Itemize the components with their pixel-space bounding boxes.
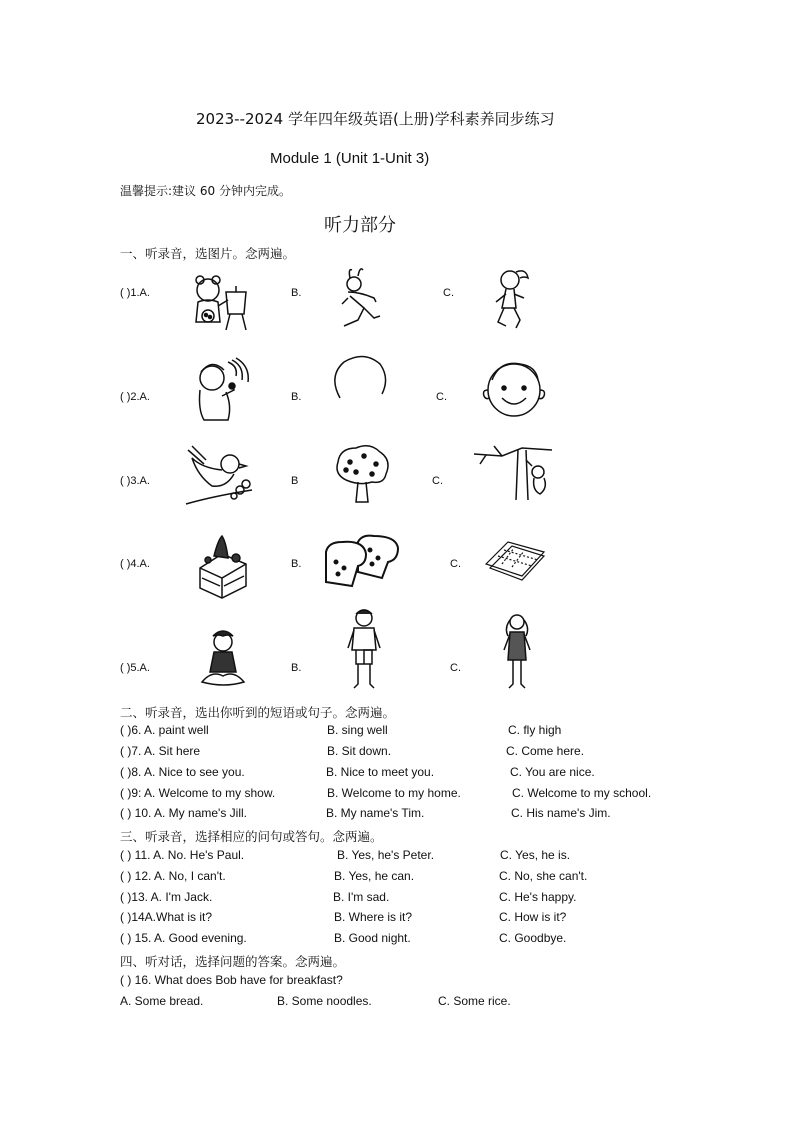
bread-slices-icon[interactable] [322, 532, 402, 588]
monkey-in-tree-icon[interactable] [472, 444, 554, 504]
question-12-option-c: C. No, she can't. [499, 869, 588, 883]
section2-heading: 二、听录音，选出你听到的短语或句子。念两遍。 [120, 705, 396, 720]
option-b-label: B. [291, 391, 302, 403]
question-10-option-b: B. My name's Tim. [326, 806, 425, 820]
question-6: ( )6. A. paint well [120, 723, 209, 737]
question-11-option-c: C. Yes, he is. [500, 848, 571, 862]
question-11: ( ) 11. A. No. He's Paul. [120, 848, 245, 862]
question-5-label: ( )5.A. [120, 662, 150, 674]
question-4-label: ( )4.A. [120, 558, 150, 570]
question-2-label: ( )2.A. [120, 391, 150, 403]
section4-heading: 四、听对话，选择问题的答案。念两遍。 [120, 954, 346, 969]
cake-icon[interactable] [194, 534, 252, 600]
listening-heading: 听力部分 [324, 215, 396, 236]
option-b-label: B. [291, 287, 302, 299]
option-b-label: B. [291, 558, 302, 570]
apple-tree-icon[interactable] [332, 444, 392, 504]
question-8: ( )8. A. Nice to see you. [120, 765, 245, 779]
question-13-option-b: B. I'm sad. [333, 890, 390, 904]
option-c-label: C. [436, 391, 447, 403]
bird-on-branch-icon[interactable] [184, 446, 256, 512]
question-15-option-b: B. Good night. [334, 931, 411, 945]
question-3-label: ( )3.A. [120, 475, 150, 487]
section1-heading: 一、听录音，选图片。念两遍。 [120, 246, 296, 261]
question-1-label: ( )1.A. [120, 287, 150, 299]
question-14-option-c: C. How is it? [499, 910, 567, 924]
rabbit-jumping-icon[interactable] [336, 268, 384, 334]
question-6-option-b: B. sing well [327, 723, 388, 737]
smiling-face-icon[interactable] [480, 356, 548, 422]
time-tip: 温馨提示:建议 60 分钟内完成。 [120, 184, 291, 198]
question-7: ( )7. A. Sit here [120, 744, 201, 758]
crackers-icon[interactable] [484, 534, 546, 582]
module-subtitle: Module 1 (Unit 1-Unit 3) [270, 150, 430, 167]
option-b-label: B. [291, 662, 302, 674]
question-9-option-b: B. Welcome to my home. [327, 786, 461, 800]
question-16-option-a: A. Some bread. [120, 994, 204, 1008]
question-16: ( ) 16. What does Bob have for breakfast? [120, 973, 343, 987]
question-14-option-b: B. Where is it? [334, 910, 413, 924]
option-c-label: C. [450, 662, 461, 674]
question-9-option-c: C. Welcome to my school. [512, 786, 652, 800]
section3-heading: 三、听录音，选择相应的问句或答句。念两遍。 [120, 829, 383, 844]
question-13-option-c: C. He's happy. [499, 890, 577, 904]
question-11-option-b: B. Yes, he's Peter. [337, 848, 435, 862]
option-c-label: C. [450, 558, 461, 570]
boy-singing-icon[interactable] [188, 356, 252, 424]
girl-running-icon[interactable] [490, 266, 538, 334]
boy-standing-icon[interactable] [344, 606, 384, 690]
question-9: ( )9: A. Welcome to my show. [120, 786, 276, 800]
option-c-label: C. [432, 475, 443, 487]
girl-standing-icon[interactable] [500, 610, 534, 690]
question-7-option-c: C. Come here. [506, 744, 585, 758]
question-15: ( ) 15. A. Good evening. [120, 931, 247, 945]
round-face-icon[interactable] [330, 354, 388, 410]
question-8-option-c: C. You are nice. [510, 765, 595, 779]
question-16-option-c: C. Some rice. [438, 994, 511, 1008]
question-7-option-b: B. Sit down. [327, 744, 392, 758]
page-title: 2023--2024 学年四年级英语(上册)学科素养同步练习 [196, 110, 555, 128]
question-12: ( ) 12. A. No, I can't. [120, 869, 226, 883]
question-8-option-b: B. Nice to meet you. [326, 765, 435, 779]
girl-sitting-icon[interactable] [200, 628, 246, 688]
question-6-option-c: C. fly high [508, 723, 562, 737]
question-14: ( )14A.What is it? [120, 910, 213, 924]
girl-painting-icon[interactable] [186, 272, 254, 334]
question-10: ( ) 10. A. My name's Jill. [120, 806, 247, 820]
question-10-option-c: C. His name's Jim. [511, 806, 611, 820]
question-16-option-b: B. Some noodles. [277, 994, 372, 1008]
option-b-label: B [291, 475, 299, 487]
question-13: ( )13. A. I'm Jack. [120, 890, 213, 904]
question-12-option-b: B. Yes, he can. [334, 869, 415, 883]
question-15-option-c: C. Goodbye. [499, 931, 567, 945]
option-c-label: C. [443, 287, 454, 299]
